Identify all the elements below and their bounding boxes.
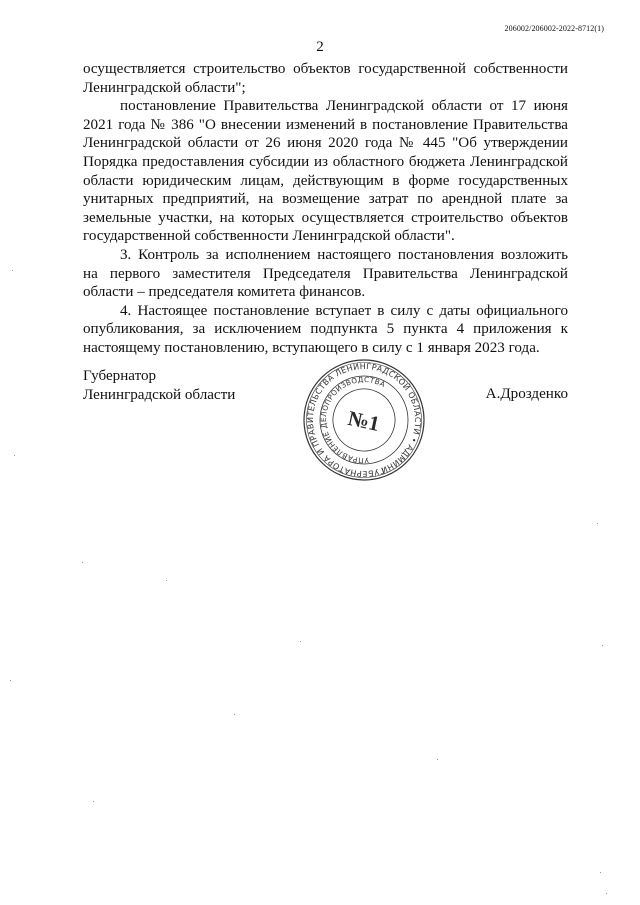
body-paragraph-item-4: 4. Настоящее постановление вступает в силу с даты официального опубликования, за исключением подпункта 5 пункта 4 приложения к настоящему постановлению, вступающего в силу с 1 января 2023 года. — [83, 302, 568, 356]
document-body — [83, 60, 568, 358]
page-number: 2 — [316, 39, 324, 55]
signer-position-line-1: Губернатор — [83, 368, 157, 384]
registration-number: 206002/206002-2022-8712(1) — [504, 24, 604, 33]
signer-position — [83, 367, 235, 404]
seal-inner-text: УПРАВЛЕНИЕ ДЕЛОПРОИЗВОДСТВА — [318, 374, 388, 466]
body-paragraph-resolution-386: постановление Правительства Ленинградской области от 17 июня 2021 года № 386 "О внесении изменений в постановление Правительства Ленинградской области от 26 июня 2020 года № 445 "Об утверждении Порядка предоставления субсидии из областного бюджета Ленинградской области юридическим лицам, действующим в форме государственных унитарных предприятий, на возмещение затрат по арендной плате за земельные участки, на которых осуществляется строительство объектов государственной собственности Ленинградской области". — [83, 98, 568, 245]
body-paragraph-continuation: осуществляется строительство объектов государственной собственности Ленинградской области"; — [83, 61, 568, 96]
signer-name: А.Дрозденко — [485, 386, 568, 402]
seal-outer-text: ГУБЕРНАТОРА И ПРАВИТЕЛЬСТВА ЛЕНИНГРАДСКОЙ ОБЛАСТИ • АДМИНИСТРАЦИЯ — [305, 361, 423, 479]
signer-position-line-2: Ленинградской области — [83, 386, 236, 403]
official-seal — [302, 358, 426, 482]
seal-center-number: №1 — [345, 405, 382, 437]
body-paragraph-item-3: 3. Контроль за исполнением настоящего постановления возложить на первого заместителя Председателя Правительства Ленинградской области – председателя комитета финансов. — [83, 246, 568, 301]
